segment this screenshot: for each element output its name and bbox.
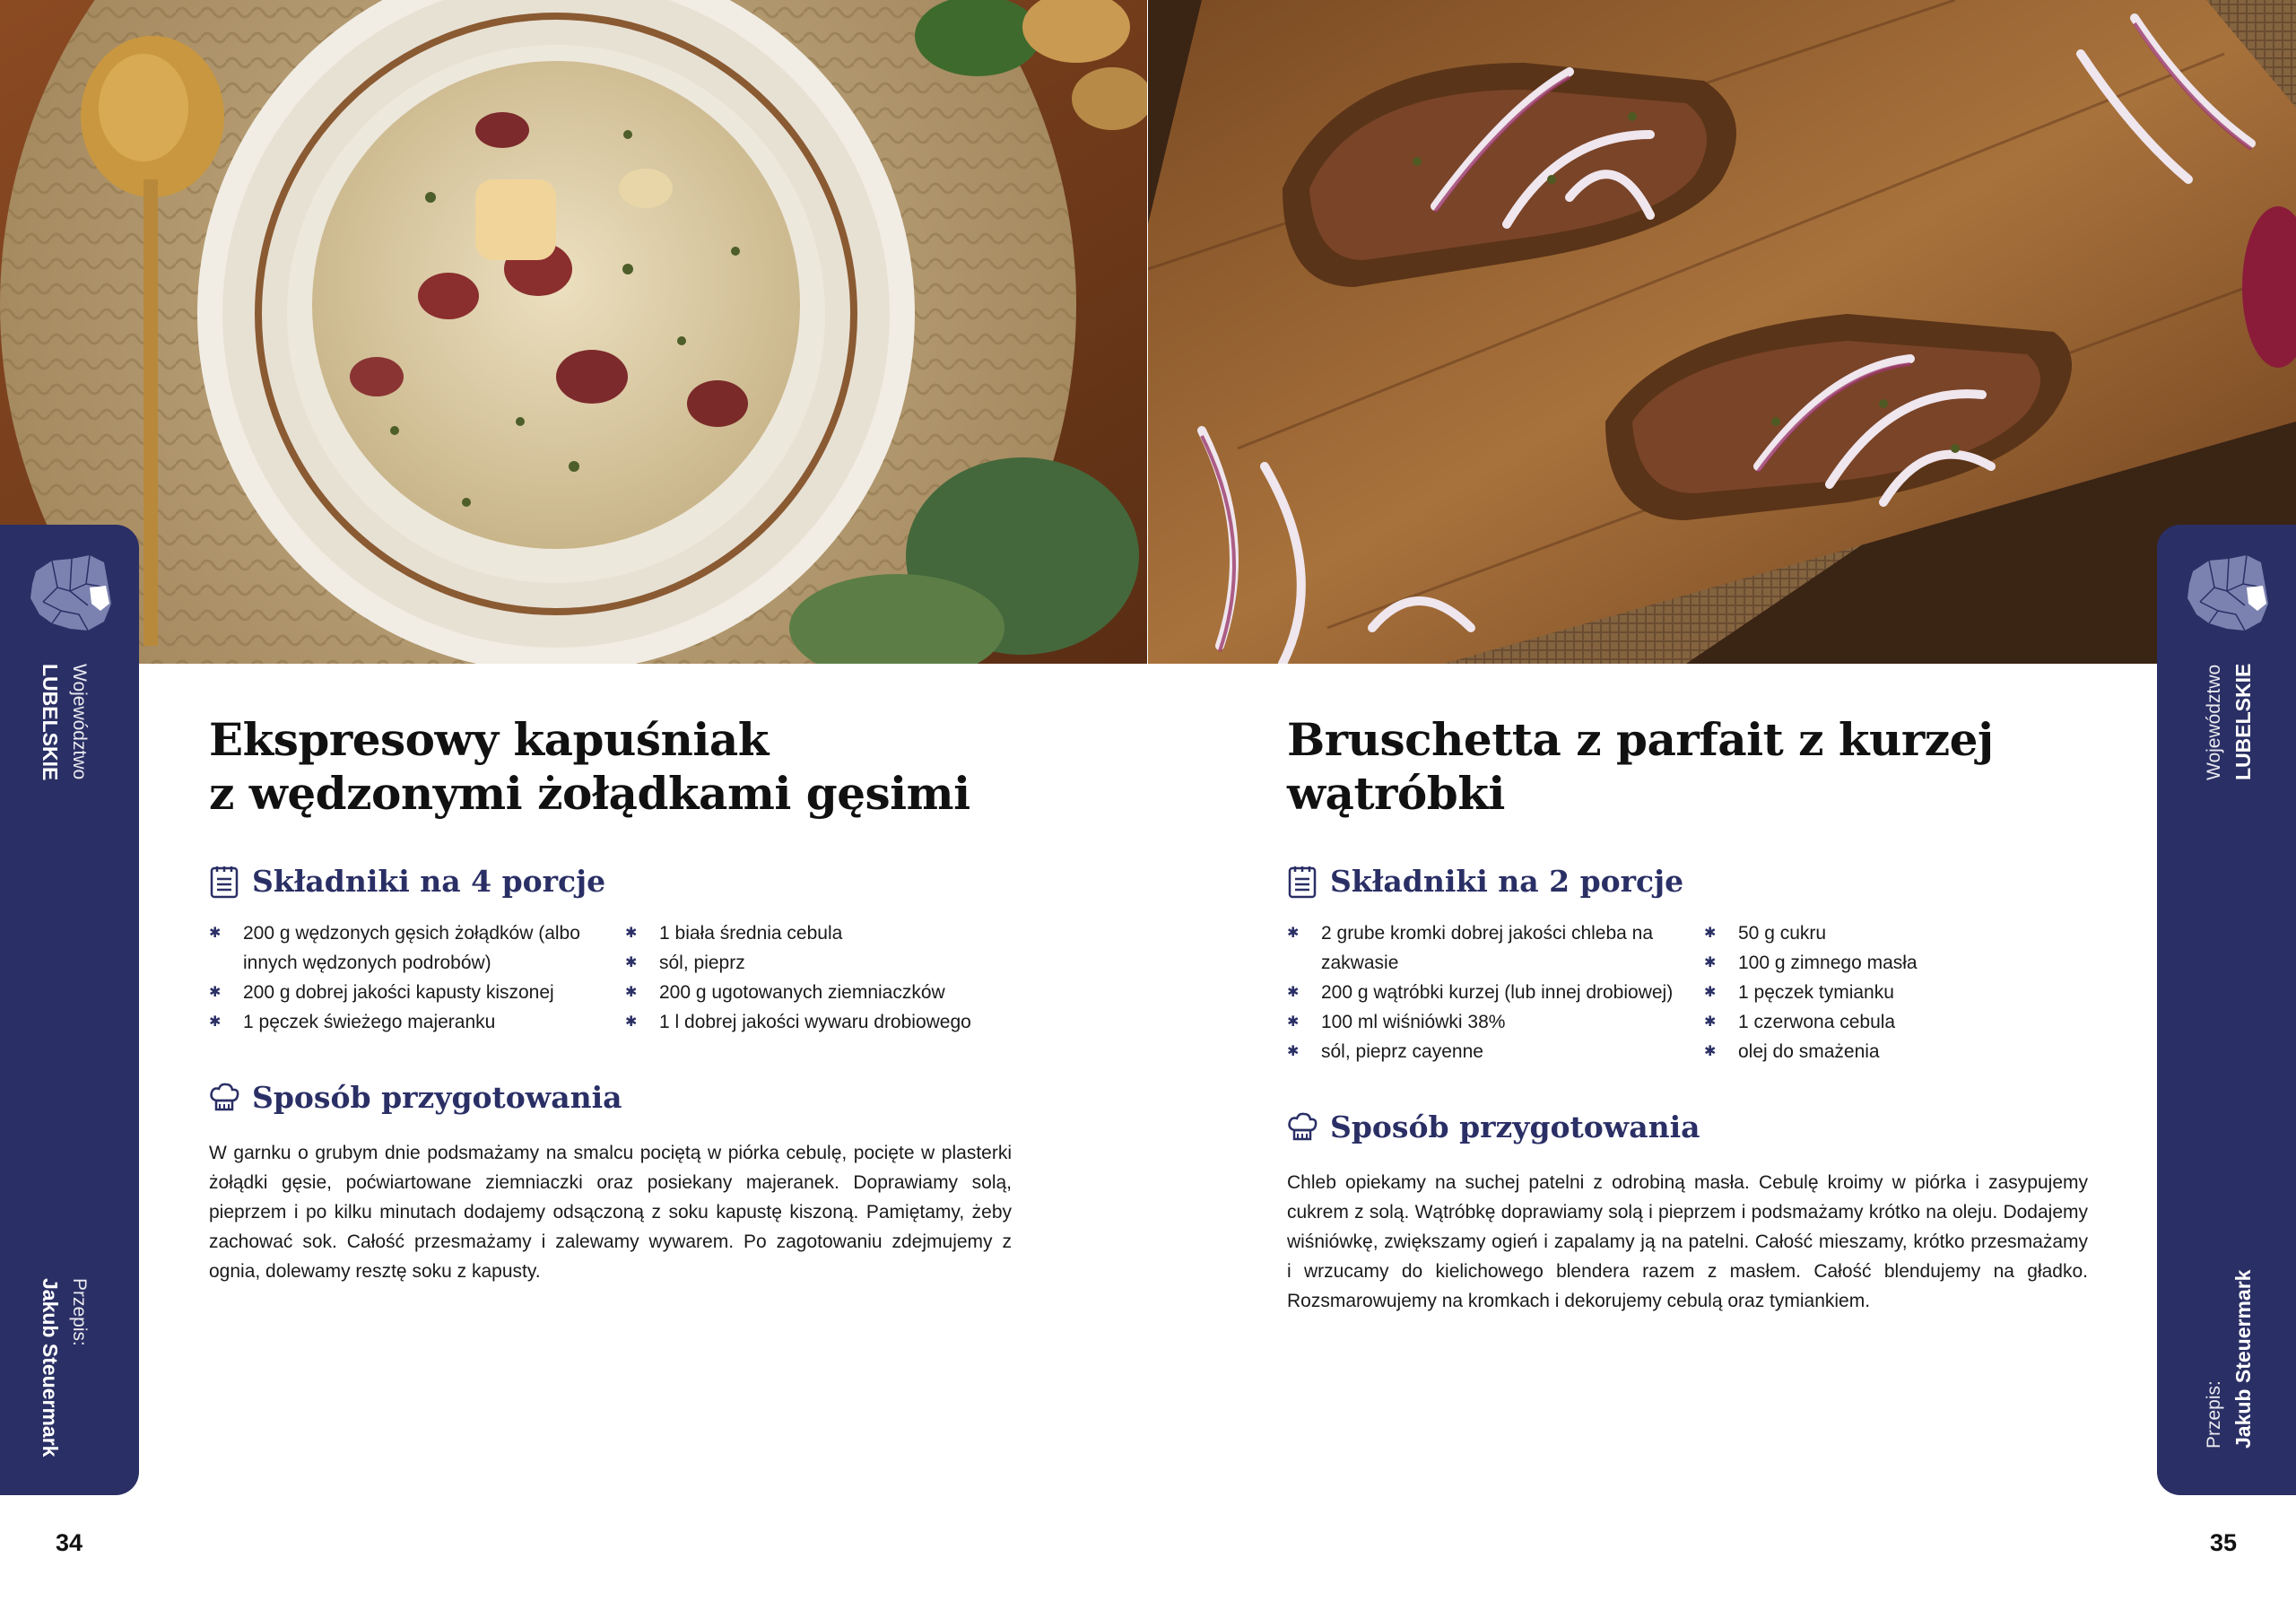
- soup-photo: [0, 0, 1147, 664]
- list-item: ✱ 100 ml wiśniówki 38%: [1287, 1012, 1506, 1032]
- ingredients-list: [209, 918, 1012, 1037]
- list-item: ✱ 200 g ugotowanych ziemniaczków: [625, 982, 945, 1003]
- left-author-label: Przepis: Jakub Steuermark: [39, 1278, 90, 1457]
- list-item: ✱ 1 biała średnia cebula: [625, 923, 843, 944]
- checklist-icon: [209, 865, 239, 899]
- poland-map-icon: [2182, 552, 2272, 637]
- list-item: ✱ 200 g wędzonych gęsich żołądków (albo innych wędzonych podrobów): [209, 923, 580, 973]
- recipe-title: Bruschetta z parfait z kurzej wątróbki: [1287, 713, 1994, 820]
- list-item: ✱ sól, pieprz: [625, 953, 745, 973]
- right-recipe: [1287, 713, 2088, 1316]
- author-label: Przepis: Jakub Steuermark: [2204, 1269, 2255, 1449]
- recipe-title: Ekspresowy kapuśniak z wędzonymi żołądkami gęsimi: [209, 713, 970, 820]
- ingredients-list: [1287, 918, 2088, 1066]
- preparation-heading: Sposób przygotowania: [209, 1080, 1012, 1115]
- preparation-text: W garnku o grubym dnie podsmażamy na smalcu pociętą w piórka cebulę, pocięte w plasterki żołądki gęsie, poćwiartowane ziemniaczki oraz posiekany majeranek. Doprawiamy solą, pieprzem i po kilku minutach dodajemy odsączoną z soku kapustę kiszoną. Pamiętamy, żeby zachować sok. Całość przesmażamy i zalewamy wywarem. Po zagotowaniu zdejmujemy z ognia, dolewamy resztę soku z kapusty.: [209, 1143, 1012, 1282]
- poland-map-icon: [25, 552, 115, 637]
- list-item: ✱ 1 pęczek tymianku: [1704, 982, 1894, 1003]
- chef-hat-icon: [209, 1081, 239, 1115]
- ingredients-heading: Składniki na 4 porcje: [209, 864, 1012, 899]
- list-item: ✱ 50 g cukru: [1704, 923, 1827, 944]
- preparation-text: Chleb opiekamy na suchej patelni z odrobiną masła. Cebulę kroimy w piórka i zasypujemy cukrem z solą. Wątróbkę doprawiamy solą i pieprzem i podsmażamy krótko na oleju. Dodajemy wiśniówkę, zwiększamy ogień i zapalamy ją na patelni. Całość mieszamy, krótko przesmażamy i wrzucamy do kielichowego blendera razem z masłem. Całość blendujemy na gładko. Rozsmarowujemy na kromkach i dekorujemy cebulą oraz tymiankiem.: [1287, 1172, 2088, 1311]
- list-item: ✱ 1 czerwona cebula: [1704, 1012, 1896, 1032]
- list-item: ✱ 200 g wątróbki kurzej (lub innej drobiowej): [1287, 982, 1674, 1003]
- region-label: Województwo LUBELSKIE: [39, 664, 90, 781]
- list-item: ✱ olej do smażenia: [1704, 1041, 1880, 1062]
- list-item: ✱ 1 l dobrej jakości wywaru drobiowego: [625, 1012, 971, 1032]
- list-item: ✱ 2 grube kromki dobrej jakości chleba na zakwasie: [1287, 923, 1654, 973]
- ingredients-heading: Składniki na 2 porcje: [1287, 864, 2088, 899]
- checklist-icon: [1287, 865, 1318, 899]
- preparation-heading: Sposób przygotowania: [1287, 1109, 2088, 1144]
- page-number-left: 34: [56, 1529, 83, 1556]
- list-item: ✱ sól, pieprz cayenne: [1287, 1041, 1483, 1062]
- left-recipe: [209, 713, 1012, 1286]
- list-item: ✱ 100 g zimnego masła: [1704, 953, 1918, 973]
- chef-hat-icon: [1287, 1110, 1318, 1144]
- region-label: Województwo LUBELSKIE: [2204, 663, 2255, 780]
- page-number-right: 35: [2210, 1529, 2238, 1556]
- right-side-tab: [2157, 525, 2296, 1495]
- list-item: ✱ 1 pęczek świeżego majeranku: [209, 1012, 496, 1032]
- bruschetta-photo: [1148, 0, 2296, 664]
- list-item: ✱ 200 g dobrej jakości kapusty kiszonej: [209, 982, 554, 1003]
